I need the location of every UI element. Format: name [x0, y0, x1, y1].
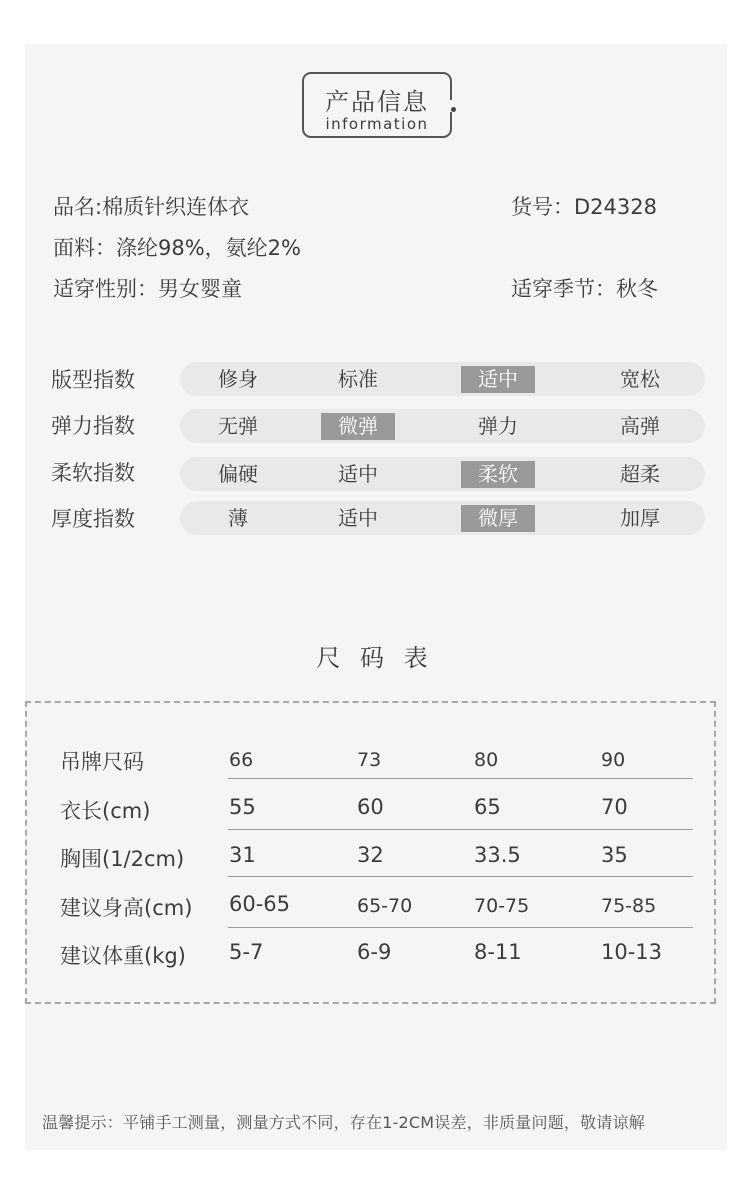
size-cell: 60-65: [229, 892, 291, 916]
size-cell: 73: [357, 749, 382, 771]
size-cell: 6-9: [357, 940, 392, 964]
product-name: 品名:棉质针织连体衣: [53, 195, 250, 219]
index-scale-bar: [180, 409, 705, 443]
index-option: 修身: [218, 367, 258, 391]
size-cell: 66: [229, 749, 254, 771]
size-row-header: 建议体重(kg): [60, 944, 186, 968]
size-cell: 70-75: [474, 895, 530, 917]
size-cell: 65: [474, 795, 501, 819]
size-cell: 31: [229, 843, 256, 867]
size-table-title: 尺 码 表: [316, 644, 434, 672]
index-scale-bar: [180, 457, 705, 491]
index-label: 柔软指数: [51, 461, 135, 485]
section-badge: [302, 72, 452, 138]
index-scale-bar: [180, 501, 705, 535]
index-label: 弹力指数: [51, 414, 135, 438]
fabric: 面料：涤纶98%，氨纶2%: [53, 236, 301, 260]
item-number: 货号：D24328: [511, 195, 657, 219]
index-option: 适中: [338, 462, 378, 486]
season: 适穿季节：秋冬: [511, 277, 658, 301]
size-cell: 5-7: [229, 940, 264, 964]
size-cell: 8-11: [474, 940, 522, 964]
row-divider: [228, 829, 693, 830]
index-option: 标准: [338, 367, 378, 391]
size-cell: 80: [474, 749, 499, 771]
size-cell: 10-13: [601, 940, 663, 964]
index-option-selected: 微厚: [461, 505, 535, 532]
index-option: 偏硬: [218, 462, 258, 486]
index-option: 弹力: [478, 414, 518, 438]
index-option-selected: 适中: [461, 366, 535, 393]
gender: 适穿性别：男女婴童: [53, 277, 242, 301]
size-cell: 55: [229, 795, 256, 819]
index-option: 超柔: [620, 462, 660, 486]
size-row-header: 胸围(1/2cm): [60, 847, 185, 871]
size-cell: 60: [357, 795, 384, 819]
size-cell: 65-70: [357, 895, 413, 917]
index-option: 适中: [338, 506, 378, 530]
size-row-header: 衣长(cm): [60, 799, 151, 823]
index-option: 无弹: [218, 414, 258, 438]
badge-title-en: information: [325, 115, 429, 133]
index-option: 宽松: [620, 367, 660, 391]
size-row-header: 建议身高(cm): [60, 896, 193, 920]
measurement-tip: 温馨提示：平铺手工测量，测量方式不同，存在1-2CM误差，非质量问题，敬请谅解: [42, 1113, 645, 1132]
index-label: 厚度指数: [51, 507, 135, 531]
size-cell: 33.5: [474, 843, 521, 867]
size-cell: 32: [357, 843, 384, 867]
size-cell: 35: [601, 843, 628, 867]
index-option: 薄: [228, 506, 248, 530]
index-option-selected: 柔软: [461, 461, 535, 488]
row-divider: [228, 778, 693, 779]
index-scale-bar: [180, 362, 705, 396]
row-divider: [228, 876, 693, 877]
size-cell: 90: [601, 749, 626, 771]
index-label: 版型指数: [51, 368, 135, 392]
row-divider: [228, 927, 693, 928]
index-option-selected: 微弹: [321, 413, 395, 440]
index-option: 加厚: [620, 506, 660, 530]
size-cell: 75-85: [601, 895, 657, 917]
size-cell: 70: [601, 795, 628, 819]
badge-title-cn: 产品信息: [325, 88, 429, 116]
badge-dot-icon: [451, 107, 456, 112]
index-option: 高弹: [620, 414, 660, 438]
size-row-header: 吊牌尺码: [60, 750, 144, 774]
